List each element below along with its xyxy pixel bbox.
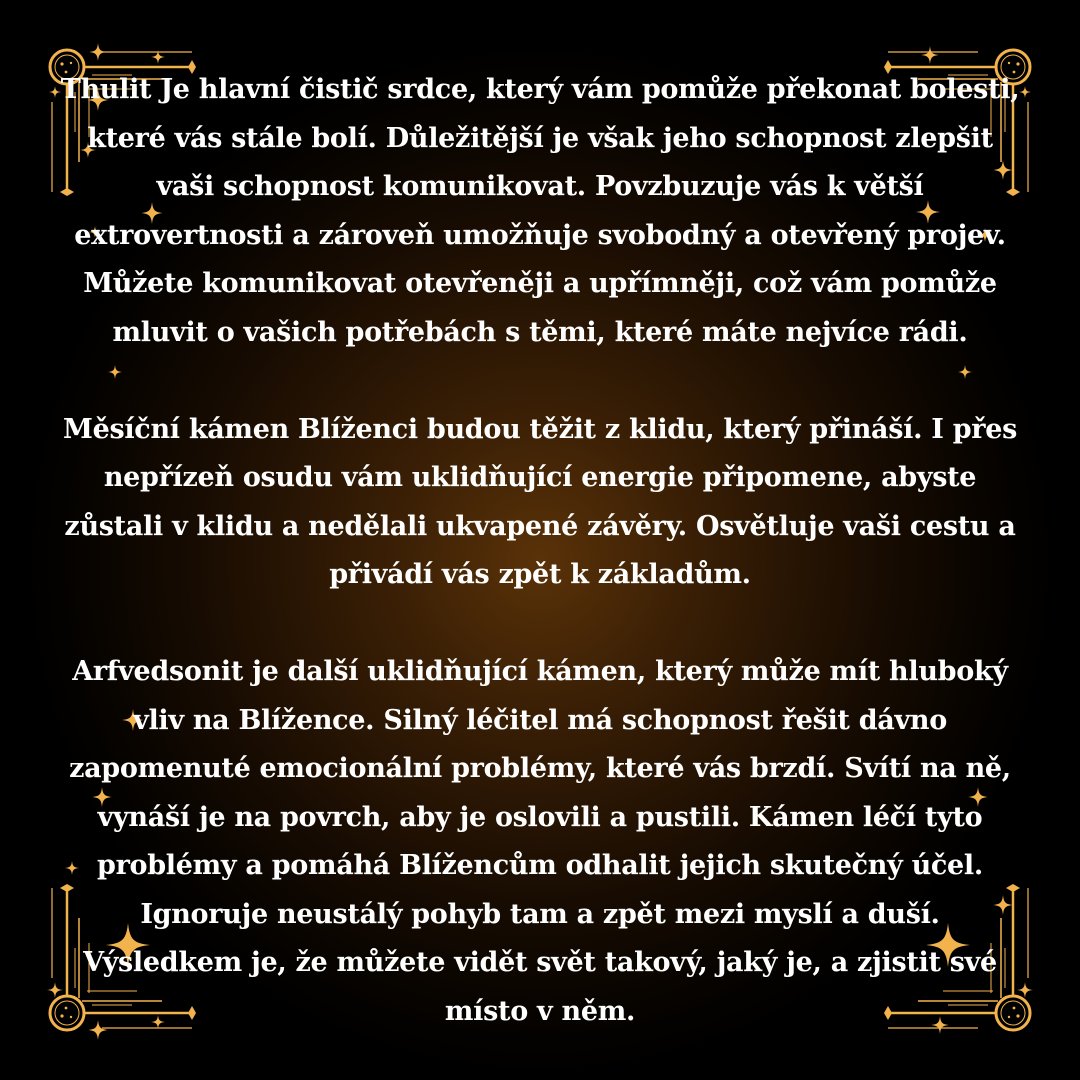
paragraph-thulite: Thulit Je hlavní čistič srdce, který vám pomůže překonat bolesti, které vás stále bolí. Důležitější je však jeho schopnost zlepšit vaši schopnost komunikovat. Povzbuzuje vás k větší extrovertnosti a zároveň umožňuje svobodný a otevřený projev. Můžete komunikovat otevřeněji a upřímněji, což vám pomůže mluvit o vašich potřebách s těmi, které máte nejvíce rádi. <box>60 74 1020 348</box>
gemini-crystals-text <box>60 66 1020 1080</box>
four-point-star-icon <box>1019 86 1031 98</box>
paragraph-moonstone: Měsíční kámen Blíženci budou těžit z klidu, který přináší. I přes nepřízeň osudu vám uklidňující energie připomene, abyste zůstali v klidu a nedělali ukvapené závěry. Osvětluje vaši cestu a přivádí vás zpět k základům. <box>62 413 1018 590</box>
paragraph-arfvedsonite: Arfvedsonit je další uklidňující kámen, který může mít hluboký vliv na Blížence. Silný léčitel má schopnost řešit dávno zapomenuté emocionální problémy, které vás brzdí. Svítí na ně, vynáší je na povrch, aby je oslovili a pustili. Kámen léčí tyto problémy a pomáhá Blížencům odhalit jejich skutečný účel. Ignoruje neustálý pohyb tam a zpět mezi myslí a duší. Výsledkem je, že můžete vidět svět takový, jaký je, a zjistit své místo v něm. <box>69 656 1011 1027</box>
four-point-star-icon <box>921 46 939 64</box>
four-point-star-icon <box>89 43 107 61</box>
